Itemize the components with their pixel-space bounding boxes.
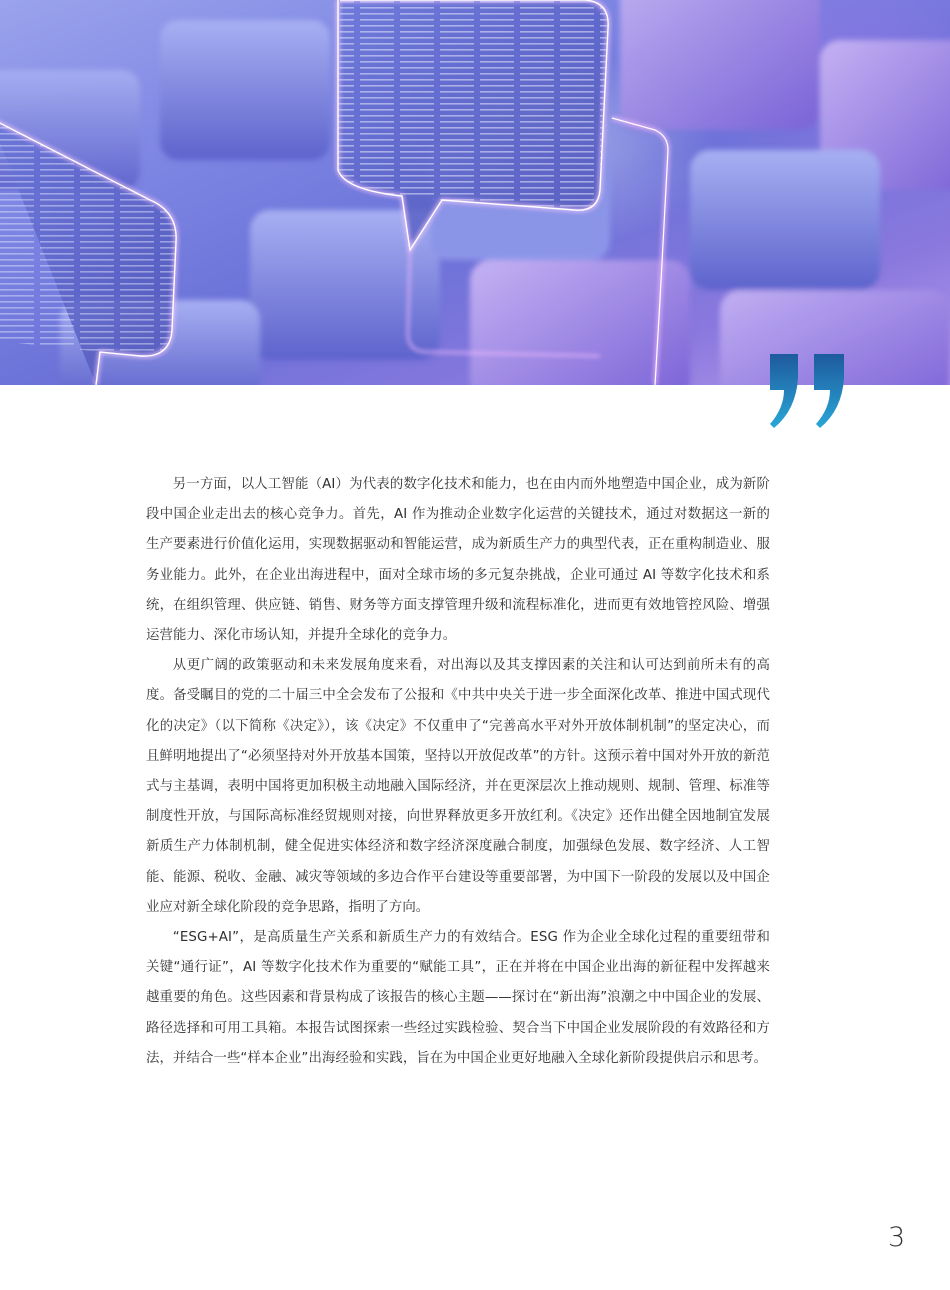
- page-number: 3: [888, 1222, 906, 1253]
- closing-quote-icon: [766, 352, 848, 430]
- article-body: [146, 470, 770, 1074]
- hero-image: [0, 0, 950, 385]
- paragraph-policy: 从更广阔的政策驱动和未来发展角度来看，对出海以及其支撑因素的关注和认可达到前所未有的高度。备受瞩目的党的二十届三中全会发布了公报和《中共中央关于进一步全面深化改革、推进中国式现代化的决定》（以下简称《决定》），该《决定》不仅重申了“完善高水平对外开放体制机制”的坚定决心，而且鲜明地提出了“必须坚持对外开放基本国策，坚持以开放促改革”的方针。这预示着中国对外开放的新范式与主基调，表明中国将更加积极主动地融入国际经济，并在更深层次上推动规则、规制、管理、标准等制度性开放，与国际高标准经贸规则对接，向世界释放更多开放红利。《决定》还作出健全因地制宜发展新质生产力体制机制，健全促进实体经济和数字经济深度融合制度，加强绿色发展、数字经济、人工智能、能源、税收、金融、减灾等领域的多边合作平台建设等重要部署，为中国下一阶段的发展以及中国企业应对新全球化阶段的竞争思路，指明了方向。: [146, 658, 770, 915]
- paragraph-esg-ai: “ESG+AI”，是高质量生产关系和新质生产力的有效结合。ESG 作为企业全球化过程的重要纽带和关键“通行证”，AI 等数字化技术作为重要的“赋能工具”，正在并将在中国企业出海的新征程中发挥越来越重要的角色。这些因素和背景构成了该报告的核心主题——探讨在“新出海”浪潮之中中国企业的发展、路径选择和可用工具箱。本报告试图探索一些经过实践检验、契合当下中国企业发展阶段的有效路径和方法，并结合一些“样本企业”出海经验和实践，旨在为中国企业更好地融入全球化新阶段提供启示和思考。: [146, 930, 770, 1066]
- ai-chat-bubbles-illustration: [0, 0, 950, 385]
- paragraph-ai: 另一方面，以人工智能（AI）为代表的数字化技术和能力，也在由内而外地塑造中国企业，成为新阶段中国企业走出去的核心竞争力。首先，AI 作为推动企业数字化运营的关键技术，通过对数据这一新的生产要素进行价值化运用，实现数据驱动和智能运营，成为新质生产力的典型代表，正在重构制造业、服务业能力。此外，在企业出海进程中，面对全球市场的多元复杂挑战，企业可通过 AI 等数字化技术和系统，在组织管理、供应链、销售、财务等方面支撑管理升级和流程标准化，进而更有效地管控风险、增强运营能力、深化市场认知，并提升全球化的竞争力。: [146, 477, 770, 644]
